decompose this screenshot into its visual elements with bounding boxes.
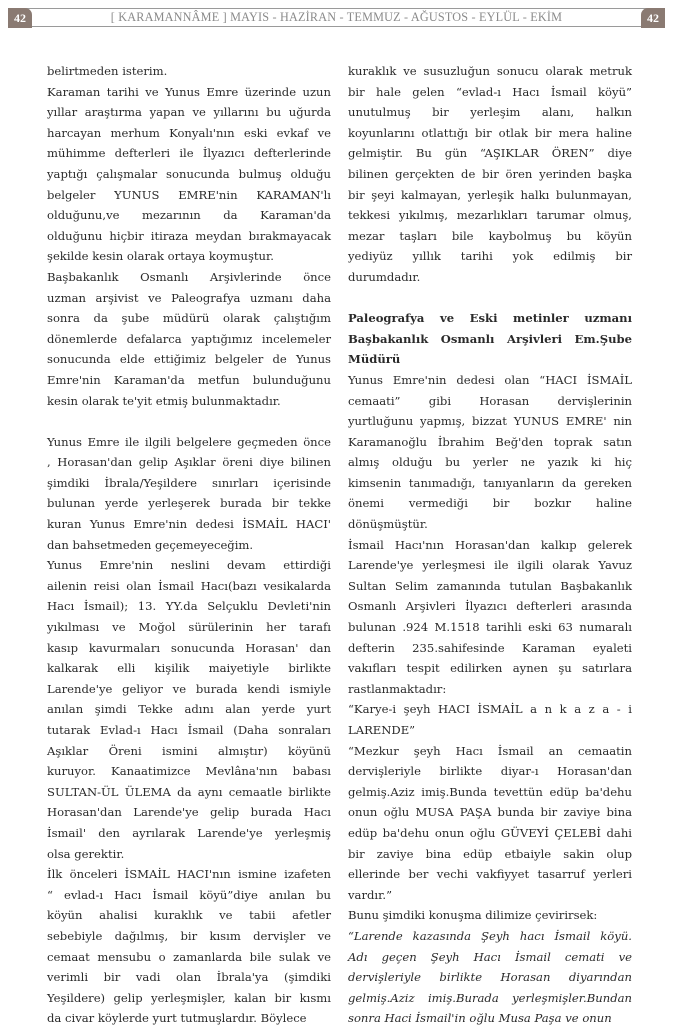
paragraph bbox=[348, 905, 632, 926]
text-line: İsmail' den ayrılarak Larende'ye yerleşmiş bbox=[47, 825, 331, 840]
paragraph bbox=[47, 82, 331, 267]
text-line: dönemlerde defalarca yaptığımız incelemeler bbox=[47, 331, 331, 346]
text-line: sonra Haci İsmail'in oğlu Musa Paşa ve onun bbox=[348, 1011, 612, 1026]
text-line: “Mezkur şeyh Hacı İsmail an cemaatin bbox=[348, 743, 632, 758]
text-line: ellerinde ber vechi vakfiyyet tasarruf yerleri bbox=[348, 867, 632, 882]
text-line: gelmiştir. Bu gün “AŞIKLAR ÖREN” diye bbox=[348, 146, 632, 161]
text-line: Sultan Selim zamanında tutulan Başbakanlık bbox=[348, 578, 632, 593]
text-line: Yeşildere) gelip yerleşmişler, kalan bir kısmı bbox=[47, 990, 331, 1005]
text-line: olduğunu hiçbir itiraza meydan bırakmayacak bbox=[47, 228, 331, 243]
text-line: Larende'ye yerleşmesi ile ilgili olarak Yavuz bbox=[348, 558, 632, 573]
section-heading bbox=[348, 308, 632, 370]
text-line: ailenin reisi olan İsmail Hacı(bazı vesikalarda bbox=[47, 578, 331, 593]
text-line: dervişleriyle birlikte Horasan diyarından bbox=[348, 970, 632, 985]
text-line: bir zaviye bina edüp etbaiyle sakin olup bbox=[348, 846, 632, 861]
text-line: Emre'nin Karaman'da metfun bulunduğunu bbox=[47, 372, 331, 387]
text-line: belgeler YUNUS EMRE'nin KARAMAN'lı bbox=[47, 187, 331, 202]
paragraph bbox=[47, 432, 331, 556]
text-line: kalkarak elli kişilik maiyetiyle birlikte bbox=[47, 661, 331, 676]
text-line: unutulmuş bir yerleşim alanı, halkın bbox=[348, 105, 632, 120]
text-line: tutarak Evlad-ı Hacı İsmail (Daha sonraları bbox=[47, 723, 331, 737]
text-line: sonucunda elde ettiğimiz belgeler de Yunus bbox=[47, 352, 331, 367]
text-line: Yunus Emre'nin dedesi olan “HACI İSMAİL bbox=[348, 372, 632, 387]
text-line: yaptığı çalışmalar sonucunda bulmuş olduğu bbox=[47, 166, 331, 181]
text-line: edüp ba'dehu onun oğlu GÜVEYİ ÇELEBİ dahi bbox=[348, 825, 632, 840]
text-line: “Karye-i şeyh HACI İSMAİL a n k a z a - i bbox=[348, 702, 632, 717]
paragraph bbox=[348, 926, 632, 1029]
text-line: kuran Yunus Emre'nin dedesi İSMAİL HACI' bbox=[47, 517, 331, 532]
text-line: yıllar araştırma yapan ve yıllarını bu uğurda bbox=[47, 105, 331, 120]
text-line: “Larende kazasında Şeyh hacı İsmail köyü. bbox=[348, 928, 632, 943]
text-line: anılan şimdi Tekke adını alan yerde yurt bbox=[47, 702, 331, 717]
page-header bbox=[0, 0, 673, 36]
text-line: Aşıklar Öreni ismini almıştır) köyünü bbox=[47, 743, 331, 758]
text-line: onun oğlu MUSA PAŞA bunda bir zaviye bina bbox=[348, 805, 632, 820]
text-line: rastlanmaktadır: bbox=[348, 681, 447, 696]
text-line: harcayan merhum Konyalı'nın eski evkaf ve bbox=[47, 125, 331, 140]
text-line: Karamanoğlu İbrahim Beğ'den toprak satın bbox=[348, 434, 632, 449]
text-line: Yunus Emre'nin neslini devam ettirdiği bbox=[47, 558, 331, 573]
text-line: dan bahsetmeden geçemeyeceğim. bbox=[47, 537, 254, 552]
text-line: dervişleriyle birlikte diyar-ı Horasan'dan bbox=[348, 764, 632, 779]
text-line: Müdürü bbox=[348, 352, 401, 367]
paragraph bbox=[47, 61, 331, 82]
text-line: “ evlad-ı Hacı İsmail köyü”diye anılan bu bbox=[47, 887, 331, 902]
text-line: da civar köylerde yurt tutmuşlardır. Böylece bbox=[47, 1011, 307, 1026]
text-line: Bunu şimdiki konuşma dilimize çevirirsek: bbox=[348, 908, 598, 923]
paragraph bbox=[47, 267, 331, 411]
text-line: bir hale gelen “evlad-ı Hacı İsmail köyü” bbox=[348, 84, 632, 99]
text-line: almış olduğu bu yerler ne yazık ki hiç bbox=[348, 455, 632, 470]
text-line: kesin olarak te'yit etmiş bulunmaktadır. bbox=[47, 393, 281, 408]
running-title: [ KARAMANNÂME ] MAYIS - HAZİRAN - TEMMUZ - AĞUSTOS - EYLÜL - EKİM bbox=[110, 10, 563, 24]
paragraph bbox=[47, 864, 331, 1029]
text-line: SULTAN-ÜL ÜLEMA da aynı cemaatle birlikte bbox=[47, 784, 331, 799]
text-line: olduğunu,ve mezarının da Karaman'da bbox=[47, 208, 331, 223]
text-line: gelmiş.Aziz imiş.Burada yerleşmişler.Bundan bbox=[348, 990, 632, 1005]
text-line: kimsenin tanımadığı, tanıyanların da gereken bbox=[348, 475, 632, 490]
paragraph bbox=[348, 741, 632, 906]
text-line: İsmail Hacı'nın Horasan'dan kalkıp gelerek bbox=[348, 537, 632, 552]
text-line: dönüşmüştür. bbox=[348, 517, 428, 532]
text-line: Paleografya ve Eski metinler uzmanı bbox=[348, 311, 632, 326]
text-line: defterin 235.sahifesinde Karaman eyaleti bbox=[348, 640, 632, 655]
text-line: Yunus Emre ile ilgili belgelere geçmeden önce bbox=[47, 434, 331, 449]
text-line: uzman arşivist ve Paleografya uzmanı daha bbox=[47, 290, 331, 305]
paragraph bbox=[348, 370, 632, 535]
text-line: kuraklık ve susuzluğun sonucu olarak metruk bbox=[348, 64, 632, 78]
text-line: belirtmeden isterim. bbox=[47, 64, 168, 78]
text-line: Karaman tarihi ve Yunus Emre üzerinde uzun bbox=[47, 84, 331, 99]
paragraph bbox=[348, 535, 632, 700]
text-line: Başbakanlık Osmanlı Arşivleri Em.Şube bbox=[348, 331, 632, 346]
text-line: vakıfları tespit edilirken aynen şu satırlara bbox=[348, 661, 632, 676]
text-line: yurtluğunu yapmış, bizzat YUNUS EMRE' nin bbox=[348, 414, 632, 429]
text-line: Osmanlı Arşivleri İlyazıcı defterleri arasında bbox=[348, 599, 632, 614]
paragraph bbox=[47, 555, 331, 864]
text-line: , Horasan'dan gelip Aşıklar öreni diye bilinen bbox=[47, 455, 331, 470]
text-line: yediyüz yıllık tarihi yok edilmiş bir bbox=[348, 249, 632, 264]
text-line: verimli bir vadi olan İbrala'ya (şimdiki bbox=[47, 970, 331, 985]
text-line: bulunan .924 M.1518 tarihli eski 63 numaralı bbox=[348, 620, 632, 635]
text-line: gelmiş.Aziz imiş.Bunda tevettün edüp ba'dehu bbox=[348, 784, 632, 799]
text-line: bir şeyi kalmayan, yerleşik halkı bulunmayan, bbox=[348, 187, 632, 202]
text-line: sebebiyle dağılmış, bir kısım dervişler ve bbox=[47, 928, 331, 943]
paragraph bbox=[348, 699, 632, 740]
text-line: Adı geçen Şeyh Hacı İsmail cemati ve bbox=[348, 949, 632, 964]
text-line: mühimme defterleri ile İlyazıcı defterlerinde bbox=[47, 146, 331, 161]
text-line: LARENDE” bbox=[348, 723, 416, 737]
text-line: cemaati” gibi Horasan dervişlerinin bbox=[348, 393, 632, 408]
text-line: kasıp kavurmaları sonucunda Horasan' dan bbox=[47, 640, 331, 655]
text-line: Horasan'dan Larende'ye gelip burada Hacı bbox=[47, 805, 331, 820]
text-line: tekkesi yıkılmış, mezarlıkları tarumar olmuş, bbox=[348, 208, 632, 223]
text-line: vardır.” bbox=[348, 887, 393, 902]
text-line: sonra da şube müdürü olarak çalıştığım bbox=[47, 311, 331, 326]
page-number-right: 42 bbox=[641, 8, 665, 28]
text-line: olsa gerektir. bbox=[47, 846, 125, 861]
left-text-column bbox=[47, 61, 331, 1029]
text-line: yıkılması ve Moğol sürülerinin her tarafı bbox=[47, 620, 331, 635]
text-line: mezar taşları bile kaybolmuş bu köyün bbox=[348, 228, 632, 243]
text-line: Hacı İsmail); 13. YY.da Selçuklu Devleti'nin bbox=[47, 599, 331, 614]
text-line: bilinen gerçekten de bir ören yerinden başka bbox=[348, 166, 632, 181]
right-text-column bbox=[348, 61, 632, 1029]
text-line: durumdadır. bbox=[348, 269, 421, 284]
paragraph bbox=[348, 61, 632, 288]
text-line: köyün ahalisi kuraklık ve tabii afetler bbox=[47, 908, 331, 923]
text-line: Başbakanlık Osmanlı Arşivlerinde önce bbox=[47, 269, 331, 284]
page-number-left: 42 bbox=[8, 8, 32, 28]
text-line: İlk önceleri İSMAİL HACI'nın ismine izafeten bbox=[47, 867, 331, 882]
text-line: şekilde kesin olarak ortaya koymuştur. bbox=[47, 249, 274, 264]
text-line: cemaat mensubu o zamanlarda bile sulak ve bbox=[47, 949, 331, 964]
text-line: bulunan yerde yerleşerek burada bir tekke bbox=[47, 496, 331, 511]
text-line: Larende'ye geliyor ve burada kendi ismiyle bbox=[47, 681, 331, 696]
text-line: koyunlarını otlattığı bir otlak bir mera haline bbox=[348, 125, 632, 140]
text-line: kuruyor. Kanaatimizce Mevlâna'nın babası bbox=[47, 764, 331, 779]
text-line: önemi vermediği bir bozkır haline bbox=[348, 496, 632, 511]
text-line: şimdiki İbrala/Yeşildere sınırları içerisinde bbox=[47, 475, 331, 490]
